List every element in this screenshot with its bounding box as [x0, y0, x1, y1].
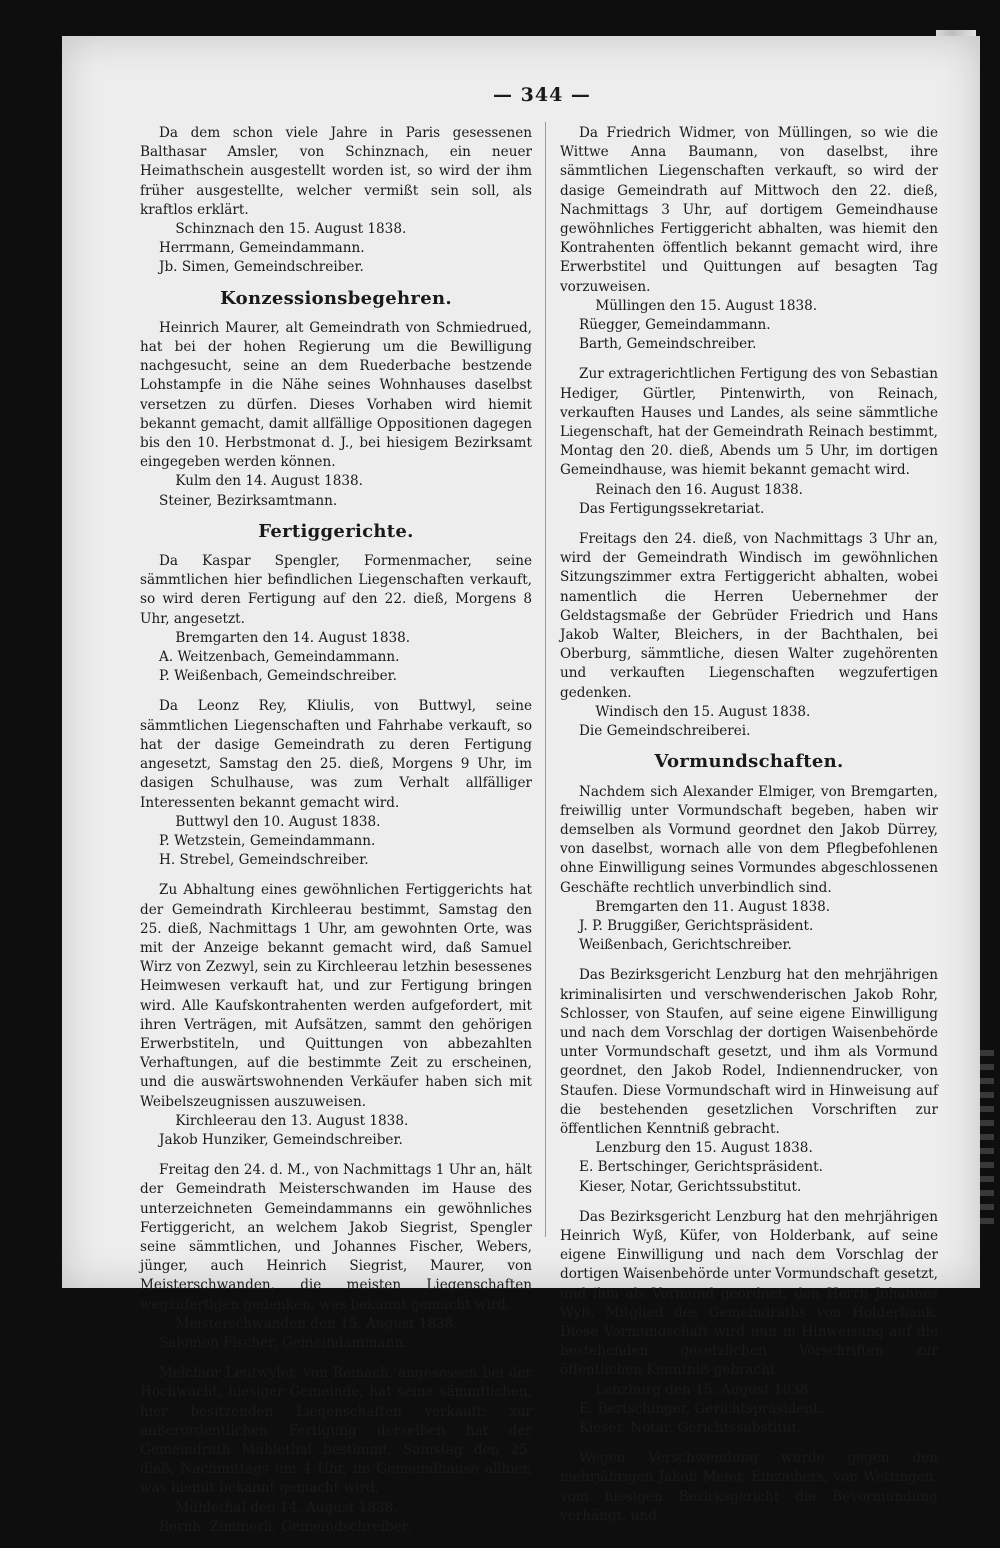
notice-place-date: Schinznach den 15. August 1838. [175, 221, 407, 238]
notice-paragraph: Freitag den 24. d. M., von Nachmittags 1 Uhr an, hält der Gemeindrath Meisterschwanden im Hause des unterzeichneten Gemeindammanns ein gewöhnliches Fertiggericht, an welchem Jakob Siegrist, Spengler seine sämmtlichen, und Johannes Fischer, Webers, jünger, auch Heinrich Siegrist, Maurer, von Meisterschwanden, die meisten Liegenschaften wegzufertigen gedenken, was bekannt gemacht wird. [140, 1162, 532, 1313]
notice-signature: Jb. Simen, Gemeindschreiber. [159, 259, 364, 276]
notice-signature: P. Wetzstein, Gemeindammann. [159, 832, 376, 849]
section-heading: Konzessionsbegehren. [220, 287, 452, 309]
notice-place-date: Windisch den 15. August 1838. [595, 703, 811, 720]
notice-signature: E. Bertschinger, Gerichtspräsident. [579, 1159, 823, 1176]
notice-signature: Kieser, Notar, Gerichtssubstitut. [579, 1178, 802, 1195]
notice-block [140, 552, 532, 686]
notice-place-date: Lenzburg den 15. August 1838. [595, 1381, 813, 1398]
right-column [560, 124, 938, 1537]
notice-block [560, 1208, 938, 1438]
notice-signature: H. Strebel, Gemeindschreiber. [159, 852, 369, 869]
notice-place-date: Reinach den 16. August 1838. [595, 481, 803, 498]
notice-block [140, 124, 532, 278]
notice-signature: A. Weitzenbach, Gemeindammann. [159, 649, 400, 666]
notice-signature: E. Bertschinger, Gerichtspräsident. [579, 1400, 823, 1417]
notice-signature: P. Weißenbach, Gemeindschreiber. [159, 668, 397, 685]
notice-block [140, 1364, 532, 1537]
notice-paragraph: Melchior Leutwyler, von Reinach, angesessen bei der Hochwacht, hiesiger Gemeinde, hat seine sämmtlichen, hier besitzenden Liegenschaften verkauft; zur außerordentlichen Fertigung derselben hat der Gemeindrath Mühlethal bestimmt, Samstag den 25. dieß, Nachmittags um 4 Uhr, im Gemeindhause allhier, was hiemit bekannt gemacht wird. [140, 1365, 532, 1497]
notice-paragraph: Wegen Verschwendung wurde gegen den mehrjährigen Jakob Meier, Einziehers, von Wettingen, vom hiesigen Bezirksgericht die Bevormundung verhängt, und [560, 1450, 938, 1524]
notice-block [140, 319, 532, 511]
notice-paragraph: Da Friedrich Widmer, von Müllingen, so wie die Wittwe Anna Baumann, von daselbst, ihre sämmtlichen Liegenschaften verkauft, so wird der dasige Gemeindrath auf Mittwoch den 22. dieß, Nachmittags 3 Uhr, auf dortigem Gemeindhause gewöhnliches Fertiggericht abhalten, was hiemit den Kontrahenten öffentlich bekannt gemacht wird, ihre Erwerbstitel und Quittungen auf besagten Tag vorzuweisen. [560, 125, 938, 295]
notice-block [560, 530, 938, 741]
notice-place-date: Kulm den 14. August 1838. [175, 473, 363, 490]
notice-signature: Herrmann, Gemeindammann. [159, 240, 365, 257]
section-heading: Fertiggerichte. [258, 520, 414, 542]
notice-block [560, 124, 938, 354]
notice-signature: Das Fertigungssekretariat. [579, 500, 765, 517]
notice-paragraph: Zu Abhaltung eines gewöhnlichen Fertiggerichts hat der Gemeindrath Kirchleerau bestimmt, Samstag den 25. dieß, Nachmittags 1 Uhr, am gewohnten Orte, was mit der Anzeige bekannt gemacht wird, daß Samuel Wirz von Zezwyl, sein zu Kirchleerau letzhin besessenes Heimwesen verkauft hat, und zur Fertigung bringen wird. Alle Kaufskontrahenten werden aufgefordert, mit ihren Verträgen, mit Aufsätzen, sammt den gehörigen Erwerbstiteln, und Quittungen von abbezahlten Verhaftungen, auf die bestimmte Zeit zu erscheinen, und die auswärtswohnenden Verkäufer haben sich mit Weibelszeugnissen auszuweisen. [140, 882, 532, 1110]
notice-place-date: Meisterschwanden den 15. August 1838. [175, 1315, 458, 1332]
notice-signature: Jakob Hunziker, Gemeindschreiber. [159, 1131, 403, 1148]
notice-paragraph: Heinrich Maurer, alt Gemeindrath von Schmiedrued, hat bei der hohen Regierung um die Bewilligung nachgesucht, seine an dem Ruederbache bestzende Lohstampfe in die Nähe seines Wohnhauses daselbst versetzen zu dürfen. Dieses Vorhaben wird hiemit bekannt gemacht, damit allfällige Oppositionen dagegen bis den 10. Herbstmonat d. J., bei hiesigem Bezirksamt eingegeben werden können. [140, 319, 532, 471]
notice-paragraph: Zur extragerichtlichen Fertigung des von Sebastian Hediger, Gürtler, Pintenwirth, von Reinach, verkauften Hauses und Landes, als seine sämmtliche Liegenschaft, hat der Gemeindrath Reinach bestimmt, Montag den 20. dieß, Abends um 5 Uhr, im dortigen Gemeindhause, was hiemit bekannt gemacht wird. [560, 366, 938, 479]
notice-place-date: Kirchleerau den 13. August 1838. [175, 1112, 409, 1129]
notice-place-date: Bremgarten den 14. August 1838. [175, 629, 411, 646]
notice-paragraph: Da Leonz Rey, Kliulis, von Buttwyl, seine sämmtlichen Liegenschaften und Fahrhabe verkauft, so hat der dasige Gemeindrath zu deren Fertigung angesetzt, Samstag den 25. dieß, Morgens 9 Uhr, im dasigen Schulhause, was zum Verhalt allfälliger Interessenten bekannt gemacht wird. [140, 698, 532, 811]
column-divider [545, 122, 546, 1237]
notice-signature: Salomon Fischer, Gemeindammann. [159, 1334, 408, 1351]
notice-signature: Rüegger, Gemeindammann. [579, 317, 771, 334]
notice-paragraph: Das Bezirksgericht Lenzburg hat den mehrjährigen Heinrich Wyß, Küfer, von Holderbank, auf seine eigene Einwilligung und nach dem Vorschlag der dortigen Waisenbehörde unter Vormundschaft gesetzt, und ihm als Vormund geordnet, den Herrn Johannes Wyß, Mitglied des Gemeindraths von Holderbank. Diese Vormundschaft wird nun in Hinweisung auf die bestehenden gesetzlichen Vorschriften zur öffentlichen Kenntniß gebracht. [560, 1208, 938, 1379]
notice-block [140, 1161, 532, 1353]
notice-place-date: Mühlethal den 14. August 1838. [175, 1499, 398, 1516]
page-number: — 344 — [493, 84, 591, 106]
notice-block [560, 783, 938, 956]
notice-place-date: Bremgarten den 11. August 1838. [595, 898, 831, 915]
notice-signature: Kieser, Notar, Gerichtssubstitut. [579, 1420, 802, 1436]
notice-block [560, 1449, 938, 1526]
notice-block [140, 697, 532, 870]
notice-paragraph: Das Bezirksgericht Lenzburg hat den mehrjährigen kriminalisirten und verschwenderischen Jakob Rohr, Schlosser, von Staufen, auf seine eigene Einwilligung und nach dem Vorschlag der dortigen Waisenbehörde unter Vormundschaft gesetzt, und ihm als Vormund geordnet, den Jakob Rodel, Indiennendrucker, von Staufen. Diese Vormundschaft wird in Hinweisung auf die bestehenden gesetzlichen Vorschriften zur öffentlichen Kenntniß gebracht. [560, 967, 938, 1137]
notice-paragraph: Da Kaspar Spengler, Formenmacher, seine sämmtlichen hier befindlichen Liegenschaften verkauft, so wird deren Fertigung auf den 22. dieß, Morgens 8 Uhr, angesetzt. [140, 553, 532, 627]
notice-signature: J. P. Bruggißer, Gerichtspräsident. [579, 917, 814, 934]
notice-place-date: Lenzburg den 15. August 1838. [595, 1140, 813, 1157]
notice-signature: Steiner, Bezirksamtmann. [159, 492, 338, 509]
notice-block [560, 966, 938, 1196]
left-column [140, 124, 532, 1548]
notice-signature: Weißenbach, Gerichtschreiber. [579, 937, 792, 954]
section-heading: Vormundschaften. [654, 751, 844, 773]
notice-paragraph: Nachdem sich Alexander Elmiger, von Bremgarten, freiwillig unter Vormundschaft begeben, haben wir demselben als Vormund geordnet den Jakob Dürrey, von daselbst, wornach alle von dem Pflegbefohlenen ohne Einwilligung seines Vormundes abgeschlossenen Geschäfte rechtlich unverbindlich sind. [560, 783, 938, 896]
notice-signature: Barth, Gemeindschreiber. [579, 336, 757, 353]
notice-block [140, 881, 532, 1150]
notice-signature: Bernh. Zimmerli, Gemeindschreiber. [159, 1518, 412, 1535]
notice-signature: Die Gemeindschreiberei. [579, 723, 751, 740]
notice-paragraph: Da dem schon viele Jahre in Paris gesessenen Balthasar Amsler, von Schinznach, ein neuer Heimathschein ausgestellt worden ist, so wird der ihm früher ausgestellte, welcher vermißt sein soll, als kraftlos erklärt. [140, 125, 532, 218]
notice-place-date: Müllingen den 15. August 1838. [595, 297, 818, 314]
notice-paragraph: Freitags den 24. dieß, von Nachmittags 3 Uhr an, wird der Gemeindrath Windisch im gewöhnlichen Sitzungszimmer extra Fertiggericht abhalten, wobei namentlich die Herren Uebernehmer der Geldstagsmaße der Gebrüder Friedrich und Hans Jakob Walter, Bleichers, in der Bachthalen, bei Oberburg, sämmtliche, diesen Walter zugehörenten und verkauften Liegenschaften wegzufertigen gedenken. [560, 531, 938, 701]
notice-block [560, 365, 938, 519]
notice-place-date: Buttwyl den 10. August 1838. [175, 813, 381, 830]
